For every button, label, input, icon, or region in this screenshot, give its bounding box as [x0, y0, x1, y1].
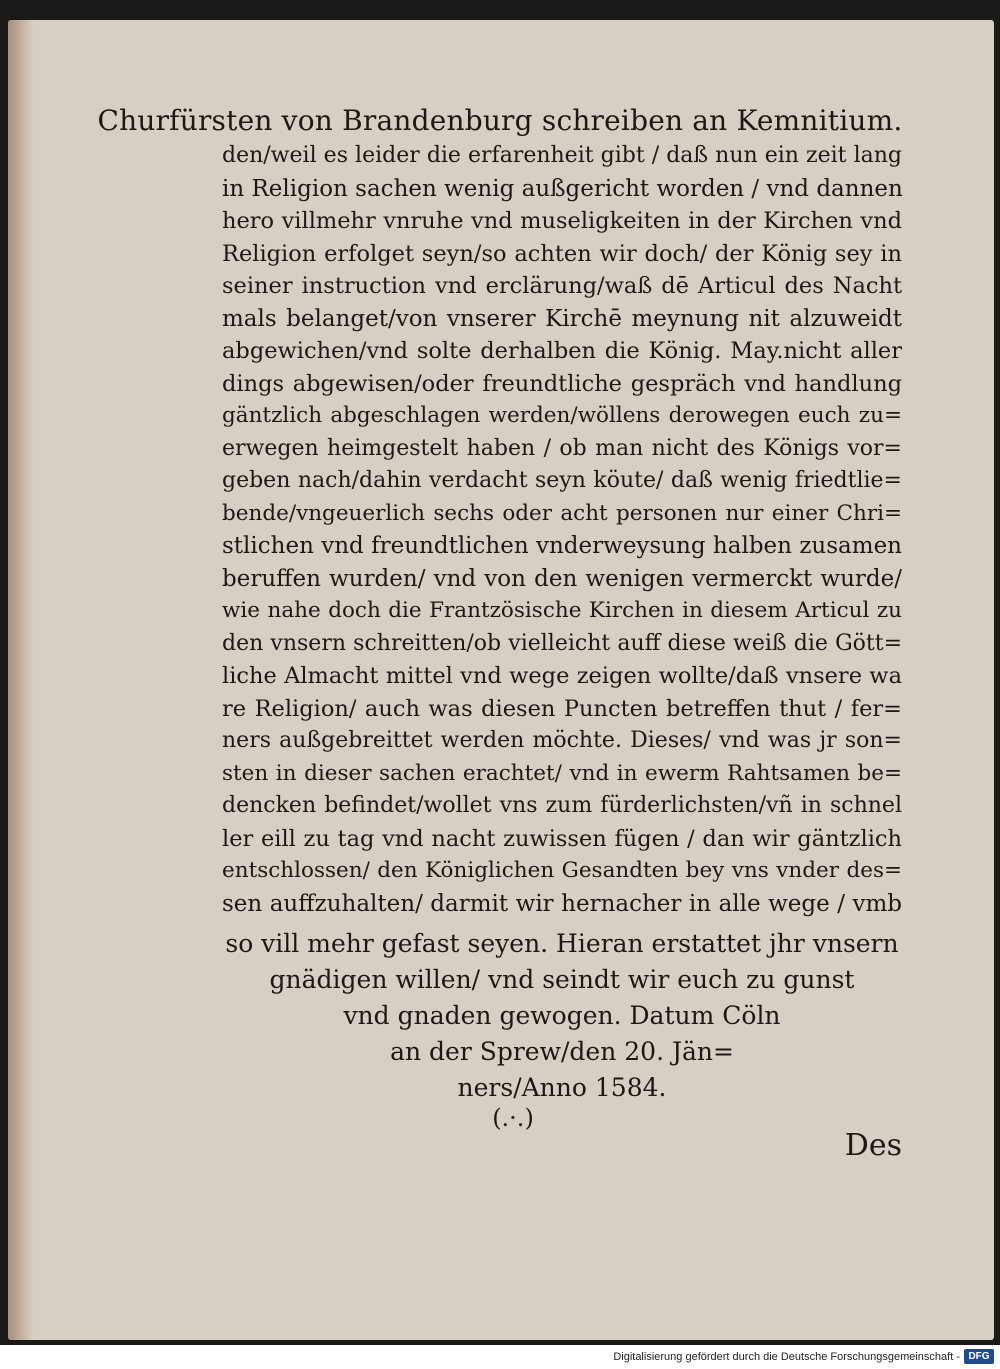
- closing-line: so vill mehr gefast seyen. Hieran erstattet jhr vnsern: [225, 929, 899, 958]
- text-line: erwegen heimgestelt haben / ob man nicht des Königs vor=: [222, 435, 902, 461]
- text-line: Religion erfolget seyn/so achten wir doch/ der König sey in: [222, 240, 902, 267]
- closing-line: an der Sprew/den 20. Jän=: [390, 1037, 734, 1066]
- text-line: dencken befindet/wollet vns zum fürderlichsten/vñ in schnel: [222, 793, 902, 818]
- text-line: dings abgewisen/oder freundtliche gespräch vnd handlung: [222, 370, 902, 397]
- text-line: ners außgebreittet werden möchte. Dieses/ vnd was jr son=: [222, 728, 902, 753]
- running-head: Churfürsten von Brandenburg schreiben an Kemnitium.: [97, 104, 903, 137]
- text-line: ler eill zu tag vnd nacht zuwissen fügen / dan wir gäntzlich: [222, 825, 902, 852]
- text-line: re Religion/ auch was diesen Puncten betreffen thut / fer=: [222, 695, 902, 722]
- text-line: stlichen vnd freundtlichen vnderweysung halben zusamen: [222, 533, 902, 559]
- text-line: seiner instruction vnd erclärung/waß dē Articul des Nacht: [222, 273, 902, 299]
- text-line: hero villmehr vnruhe vnd museligkeiten in der Kirchen vnd: [222, 208, 902, 234]
- closing-line: ners/Anno 1584.: [457, 1073, 667, 1102]
- catchword: Des: [844, 1128, 902, 1163]
- text-line: abgewichen/vnd solte derhalben die König. May.nicht aller: [222, 338, 902, 364]
- text-line: mals belanget/von vnserer Kirchē meynung nit alzuweidt: [222, 305, 902, 332]
- text-line: liche Almacht mittel vnd wege zeigen wollte/daß vnsere wa: [222, 663, 902, 689]
- funding-credit: Digitalisierung gefördert durch die Deutsche Forschungsgemeinschaft -: [613, 1351, 960, 1363]
- text-line: beruffen wurden/ vnd von den wenigen vermerckt wurde/: [222, 565, 902, 592]
- text-line: wie nahe doch die Frantzösische Kirchen in diesem Articul zu: [222, 598, 902, 623]
- text-line: sen auffzuhalten/ darmit wir hernacher in alle wege / vmb: [222, 890, 902, 917]
- ornament-mark: (.·.): [492, 1104, 534, 1132]
- page-binding-edge: [8, 20, 34, 1340]
- text-line: den/weil es leider die erfarenheit gibt / daß nun ein zeit lang: [222, 143, 902, 168]
- closing-block: [222, 926, 902, 1106]
- text-line: in Religion sachen wenig außgericht worden / vnd dannen: [222, 175, 903, 202]
- closing-line: vnd gnaden gewogen. Datum Cöln: [343, 1001, 781, 1030]
- text-line: geben nach/dahin verdacht seyn köute/ daß wenig friedtlie=: [222, 468, 902, 493]
- text-line: sten in dieser sachen erachtet/ vnd in ewerm Rahtsamen be=: [222, 760, 902, 786]
- text-line: gäntzlich abgeschlagen werden/wöllens derowegen euch zu=: [222, 403, 902, 428]
- text-line: bende/vngeuerlich sechs oder acht personen nur einer Chri=: [222, 500, 902, 526]
- text-line: entschlossen/ den Königlichen Gesandten bey vns vnder des=: [222, 858, 902, 883]
- dfg-logo: DFG: [964, 1349, 994, 1364]
- closing-line: gnädigen willen/ vnd seindt wir euch zu gunst: [269, 965, 855, 994]
- body-text: [222, 140, 902, 920]
- text-line: den vnsern schreitten/ob vielleicht auff diese weiß die Gött=: [222, 630, 902, 656]
